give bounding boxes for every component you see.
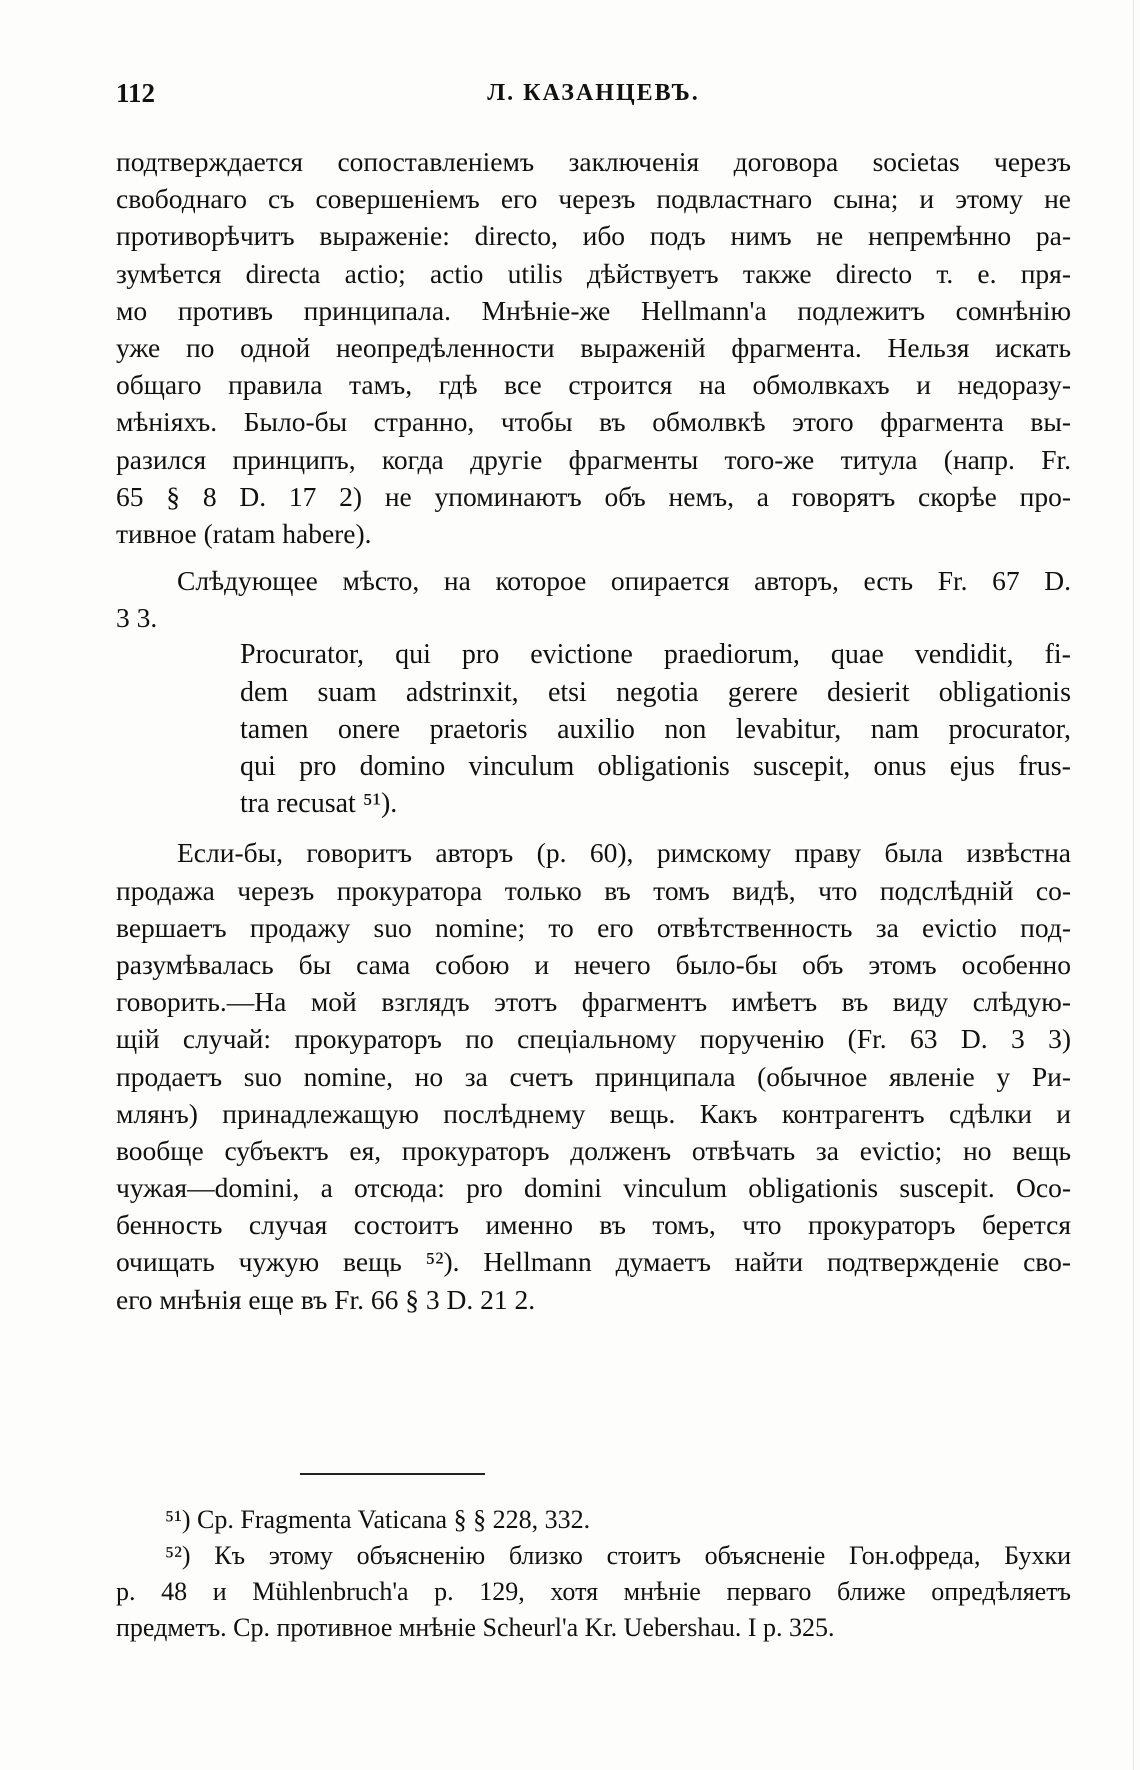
text-line: вершаетъ продажу suo nomine; то его отвѣтственность за evictio под- <box>116 911 1071 943</box>
quote-line: dem suam adstrinxit, etsi negotia gerere desierit obligationis <box>240 676 1071 708</box>
text-line: мѣніяхъ. Было-бы странно, чтобы въ обмолвкѣ этого фрагмента вы- <box>116 406 1071 438</box>
quote-line: tra recusat ⁵¹). <box>240 788 398 820</box>
paragraph-1 <box>116 143 1071 552</box>
footnote-divider <box>300 1473 485 1475</box>
text-line: общаго правила тамъ, гдѣ все строится на обмолвкахъ и недоразу- <box>116 369 1071 401</box>
text-line: продажа черезъ прокуратора только въ томъ видѣ, что подслѣдній со- <box>116 874 1071 906</box>
text-line: мо противъ принципала. Мнѣніе-же Hellmann'a подлежитъ сомнѣнію <box>116 294 1071 326</box>
text-line: очищать чужую вещь ⁵²). Hellmann думаетъ найти подтвержденіе сво- <box>116 1246 1071 1278</box>
text-line: тивное (ratam habere). <box>116 517 372 549</box>
footnote-line: p. 48 и Mühlenbruch'a p. 129, хотя мнѣніе перваго ближе опредѣляетъ <box>116 1577 1071 1606</box>
text-line: Слѣдующее мѣсто, на которое опирается авторъ, есть Fr. 67 D. <box>177 565 1071 597</box>
spacer <box>116 822 1071 834</box>
text-line: Если-бы, говоритъ авторъ (p. 60), римскому праву была извѣстна <box>177 837 1071 869</box>
paragraph-2 <box>116 562 1071 636</box>
text-line: подтверждается сопоставленіемъ заключенія договора societas черезъ <box>116 146 1071 177</box>
page-header <box>116 78 1071 118</box>
text-line: свободнаго съ совершеніемъ его черезъ подвластнаго сына; и этому не <box>116 183 1071 215</box>
paragraph-3 <box>116 834 1071 1317</box>
text-line: говорить.—На мой взглядъ этотъ фрагментъ имѣетъ въ виду слѣдую- <box>116 986 1071 1018</box>
footnote-52: ⁵²) Къ этому объясненію близко стоитъ объясненіе Гон.офреда, Бухки <box>165 1541 1071 1570</box>
text-line: разумѣвалась бы сама собою и нечего было-бы объ этомъ особенно <box>116 948 1071 980</box>
text-line: зумѣется directa actio; actio utilis дѣйствуетъ также directo т. е. пря- <box>116 257 1071 289</box>
quote-line: tamen onere praetoris auxilio non levabitur, nam procurator, <box>240 713 1071 745</box>
text-line: 3 3. <box>116 602 158 634</box>
text-line: его мнѣнія еще въ Fr. 66 § 3 D. 21 2. <box>116 1283 536 1315</box>
text-line: 65 § 8 D. 17 2) не упоминаютъ объ немъ, а говорятъ скорѣе про- <box>116 480 1071 512</box>
quote-line: qui pro domino vinculum obligationis suscepit, onus ejus frus- <box>240 751 1071 782</box>
latin-quotation <box>240 636 1071 822</box>
text-line: разился принципъ, когда другіе фрагменты того-же титула (напр. Fr. <box>116 443 1071 475</box>
quote-line: Procurator, qui pro evictione praediorum, quae vendidit, fi- <box>240 639 1071 671</box>
footnote-51: ⁵¹) Ср. Fragmenta Vaticana § § 228, 332. <box>165 1505 591 1534</box>
footnotes <box>116 1502 1071 1646</box>
main-text <box>116 143 1071 1318</box>
text-line: продаетъ suo nomine, но за счетъ принципала (обычное явленіе у Ри- <box>116 1060 1071 1092</box>
page-edge <box>1133 0 1134 1770</box>
text-line: вообще субъектъ ея, прокураторъ долженъ отвѣчать за evictio; но вещь <box>116 1134 1071 1166</box>
text-line: млянъ) принадлежащую послѣднему вещь. Какъ контрагентъ сдѣлки и <box>116 1097 1071 1129</box>
text-line: щій случай: прокураторъ по спеціальному порученію (Fr. 63 D. 3 3) <box>116 1023 1071 1055</box>
text-line: уже по одной неопредѣленности выраженій фрагмента. Нельзя искать <box>116 331 1071 363</box>
footnote-line: предметъ. Ср. противное мнѣніе Scheurl'a Kr. Uebershau. I p. 325. <box>116 1613 835 1642</box>
spacer <box>116 552 1071 562</box>
text-line: бенность случая состоитъ именно въ томъ, что прокураторъ берется <box>116 1209 1071 1241</box>
text-line: чужая—domini, а отсюда: pro domini vinculum obligationis suscepit. Осо- <box>116 1172 1071 1204</box>
text-line: противорѣчитъ выраженіе: directo, ибо подъ нимъ не непремѣнно ра- <box>116 220 1071 252</box>
running-head: Л. КАЗАНЦЕВЪ. <box>487 80 700 106</box>
page-number: 112 <box>116 78 156 108</box>
